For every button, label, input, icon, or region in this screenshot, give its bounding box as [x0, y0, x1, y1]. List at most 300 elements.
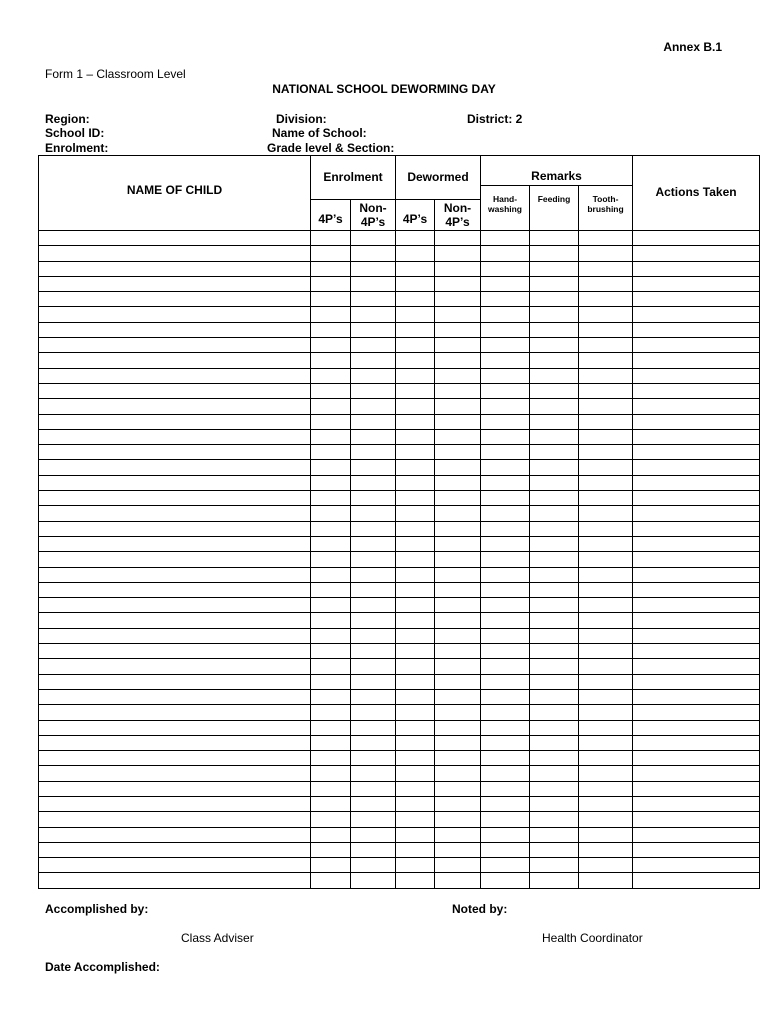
table-cell[interactable]	[530, 368, 579, 383]
table-cell[interactable]	[579, 429, 633, 444]
table-cell[interactable]	[435, 766, 481, 781]
table-cell[interactable]	[435, 674, 481, 689]
table-cell[interactable]	[530, 812, 579, 827]
table-cell[interactable]	[396, 307, 435, 322]
table-cell[interactable]	[311, 276, 351, 291]
table-cell[interactable]	[435, 598, 481, 613]
table-cell[interactable]	[311, 644, 351, 659]
table-cell[interactable]	[351, 598, 396, 613]
table-cell[interactable]	[481, 475, 530, 490]
table-cell[interactable]	[396, 261, 435, 276]
table-cell[interactable]	[633, 796, 760, 811]
table-cell[interactable]	[633, 307, 760, 322]
table-cell[interactable]	[351, 307, 396, 322]
table-cell[interactable]	[633, 261, 760, 276]
table-cell[interactable]	[435, 644, 481, 659]
table-cell[interactable]	[351, 445, 396, 460]
table-cell[interactable]	[633, 445, 760, 460]
table-cell[interactable]	[396, 812, 435, 827]
table-cell[interactable]	[530, 338, 579, 353]
table-cell[interactable]	[435, 751, 481, 766]
table-cell[interactable]	[579, 873, 633, 888]
table-cell[interactable]	[481, 491, 530, 506]
table-cell[interactable]	[435, 353, 481, 368]
table-cell[interactable]	[39, 552, 311, 567]
table-cell[interactable]	[481, 659, 530, 674]
table-cell[interactable]	[351, 567, 396, 582]
table-cell[interactable]	[530, 720, 579, 735]
table-cell[interactable]	[39, 659, 311, 674]
table-cell[interactable]	[481, 705, 530, 720]
table-cell[interactable]	[311, 460, 351, 475]
table-cell[interactable]	[435, 628, 481, 643]
table-cell[interactable]	[39, 766, 311, 781]
table-cell[interactable]	[311, 552, 351, 567]
table-cell[interactable]	[481, 414, 530, 429]
table-cell[interactable]	[579, 368, 633, 383]
table-cell[interactable]	[435, 552, 481, 567]
table-cell[interactable]	[396, 613, 435, 628]
table-cell[interactable]	[579, 414, 633, 429]
table-cell[interactable]	[481, 613, 530, 628]
table-cell[interactable]	[396, 781, 435, 796]
table-cell[interactable]	[633, 613, 760, 628]
table-cell[interactable]	[481, 720, 530, 735]
table-cell[interactable]	[435, 796, 481, 811]
table-cell[interactable]	[435, 659, 481, 674]
table-cell[interactable]	[435, 506, 481, 521]
table-cell[interactable]	[396, 628, 435, 643]
table-cell[interactable]	[39, 491, 311, 506]
table-cell[interactable]	[435, 582, 481, 597]
table-cell[interactable]	[311, 231, 351, 246]
table-cell[interactable]	[396, 567, 435, 582]
table-cell[interactable]	[311, 598, 351, 613]
table-cell[interactable]	[633, 414, 760, 429]
table-cell[interactable]	[633, 628, 760, 643]
table-cell[interactable]	[481, 858, 530, 873]
table-cell[interactable]	[481, 644, 530, 659]
table-cell[interactable]	[435, 812, 481, 827]
table-cell[interactable]	[39, 842, 311, 857]
table-cell[interactable]	[579, 506, 633, 521]
table-cell[interactable]	[633, 353, 760, 368]
table-cell[interactable]	[351, 613, 396, 628]
table-cell[interactable]	[311, 842, 351, 857]
table-cell[interactable]	[311, 796, 351, 811]
table-cell[interactable]	[396, 598, 435, 613]
table-cell[interactable]	[633, 491, 760, 506]
table-cell[interactable]	[435, 475, 481, 490]
table-cell[interactable]	[311, 567, 351, 582]
table-cell[interactable]	[396, 460, 435, 475]
table-cell[interactable]	[396, 338, 435, 353]
table-cell[interactable]	[351, 460, 396, 475]
table-cell[interactable]	[39, 292, 311, 307]
table-cell[interactable]	[311, 613, 351, 628]
table-cell[interactable]	[481, 322, 530, 337]
table-cell[interactable]	[311, 414, 351, 429]
table-cell[interactable]	[481, 276, 530, 291]
table-cell[interactable]	[396, 674, 435, 689]
table-cell[interactable]	[435, 322, 481, 337]
table-cell[interactable]	[435, 689, 481, 704]
table-cell[interactable]	[435, 445, 481, 460]
table-cell[interactable]	[530, 383, 579, 398]
table-cell[interactable]	[435, 368, 481, 383]
table-cell[interactable]	[633, 338, 760, 353]
table-cell[interactable]	[633, 644, 760, 659]
table-cell[interactable]	[435, 858, 481, 873]
table-cell[interactable]	[39, 231, 311, 246]
table-cell[interactable]	[481, 766, 530, 781]
table-cell[interactable]	[579, 292, 633, 307]
table-cell[interactable]	[396, 368, 435, 383]
table-cell[interactable]	[39, 383, 311, 398]
table-cell[interactable]	[351, 552, 396, 567]
table-cell[interactable]	[633, 521, 760, 536]
table-cell[interactable]	[311, 338, 351, 353]
table-cell[interactable]	[481, 567, 530, 582]
table-cell[interactable]	[351, 689, 396, 704]
table-cell[interactable]	[351, 506, 396, 521]
table-cell[interactable]	[396, 491, 435, 506]
table-cell[interactable]	[481, 246, 530, 261]
table-cell[interactable]	[530, 858, 579, 873]
table-cell[interactable]	[435, 705, 481, 720]
table-cell[interactable]	[351, 491, 396, 506]
table-cell[interactable]	[351, 475, 396, 490]
table-cell[interactable]	[579, 231, 633, 246]
table-cell[interactable]	[351, 644, 396, 659]
table-cell[interactable]	[351, 858, 396, 873]
table-cell[interactable]	[579, 766, 633, 781]
table-cell[interactable]	[530, 582, 579, 597]
table-cell[interactable]	[351, 796, 396, 811]
table-cell[interactable]	[530, 399, 579, 414]
table-cell[interactable]	[39, 536, 311, 551]
table-cell[interactable]	[39, 720, 311, 735]
table-cell[interactable]	[579, 613, 633, 628]
table-cell[interactable]	[481, 536, 530, 551]
table-cell[interactable]	[530, 521, 579, 536]
table-cell[interactable]	[481, 231, 530, 246]
table-cell[interactable]	[579, 674, 633, 689]
table-cell[interactable]	[633, 582, 760, 597]
table-cell[interactable]	[39, 414, 311, 429]
table-cell[interactable]	[633, 552, 760, 567]
table-cell[interactable]	[435, 827, 481, 842]
table-cell[interactable]	[396, 414, 435, 429]
table-cell[interactable]	[39, 689, 311, 704]
table-cell[interactable]	[481, 827, 530, 842]
table-cell[interactable]	[311, 720, 351, 735]
table-cell[interactable]	[435, 292, 481, 307]
table-cell[interactable]	[351, 812, 396, 827]
table-cell[interactable]	[396, 506, 435, 521]
table-cell[interactable]	[396, 429, 435, 444]
table-cell[interactable]	[351, 873, 396, 888]
table-cell[interactable]	[396, 582, 435, 597]
table-cell[interactable]	[579, 628, 633, 643]
table-cell[interactable]	[579, 858, 633, 873]
table-cell[interactable]	[396, 659, 435, 674]
table-cell[interactable]	[351, 292, 396, 307]
table-cell[interactable]	[311, 521, 351, 536]
table-cell[interactable]	[39, 307, 311, 322]
table-cell[interactable]	[435, 521, 481, 536]
table-cell[interactable]	[633, 689, 760, 704]
table-cell[interactable]	[530, 705, 579, 720]
table-cell[interactable]	[39, 674, 311, 689]
table-cell[interactable]	[396, 276, 435, 291]
table-cell[interactable]	[530, 873, 579, 888]
table-cell[interactable]	[530, 460, 579, 475]
table-cell[interactable]	[530, 552, 579, 567]
table-cell[interactable]	[579, 536, 633, 551]
table-cell[interactable]	[396, 858, 435, 873]
table-cell[interactable]	[435, 720, 481, 735]
table-cell[interactable]	[39, 644, 311, 659]
table-cell[interactable]	[396, 842, 435, 857]
table-cell[interactable]	[530, 307, 579, 322]
table-cell[interactable]	[633, 460, 760, 475]
table-cell[interactable]	[396, 552, 435, 567]
table-cell[interactable]	[633, 858, 760, 873]
table-cell[interactable]	[633, 567, 760, 582]
table-cell[interactable]	[579, 567, 633, 582]
table-cell[interactable]	[481, 582, 530, 597]
table-cell[interactable]	[579, 735, 633, 750]
table-cell[interactable]	[311, 781, 351, 796]
table-cell[interactable]	[311, 429, 351, 444]
table-cell[interactable]	[579, 460, 633, 475]
table-cell[interactable]	[530, 842, 579, 857]
table-cell[interactable]	[311, 292, 351, 307]
table-cell[interactable]	[481, 383, 530, 398]
table-cell[interactable]	[481, 292, 530, 307]
table-cell[interactable]	[530, 644, 579, 659]
table-cell[interactable]	[351, 536, 396, 551]
table-cell[interactable]	[311, 705, 351, 720]
table-cell[interactable]	[311, 506, 351, 521]
table-cell[interactable]	[435, 231, 481, 246]
table-cell[interactable]	[579, 582, 633, 597]
table-cell[interactable]	[351, 276, 396, 291]
table-cell[interactable]	[633, 399, 760, 414]
table-cell[interactable]	[311, 766, 351, 781]
table-cell[interactable]	[481, 445, 530, 460]
table-cell[interactable]	[435, 383, 481, 398]
table-cell[interactable]	[530, 292, 579, 307]
table-cell[interactable]	[633, 246, 760, 261]
table-cell[interactable]	[311, 873, 351, 888]
table-cell[interactable]	[351, 399, 396, 414]
table-cell[interactable]	[311, 307, 351, 322]
table-cell[interactable]	[39, 261, 311, 276]
table-cell[interactable]	[530, 659, 579, 674]
table-cell[interactable]	[633, 781, 760, 796]
table-cell[interactable]	[351, 429, 396, 444]
table-cell[interactable]	[351, 766, 396, 781]
table-cell[interactable]	[481, 506, 530, 521]
table-cell[interactable]	[530, 429, 579, 444]
table-cell[interactable]	[633, 659, 760, 674]
table-cell[interactable]	[481, 674, 530, 689]
table-cell[interactable]	[481, 689, 530, 704]
table-cell[interactable]	[633, 276, 760, 291]
table-cell[interactable]	[396, 751, 435, 766]
table-cell[interactable]	[311, 582, 351, 597]
table-cell[interactable]	[311, 368, 351, 383]
table-cell[interactable]	[311, 628, 351, 643]
table-cell[interactable]	[633, 536, 760, 551]
table-cell[interactable]	[39, 781, 311, 796]
table-cell[interactable]	[311, 659, 351, 674]
table-cell[interactable]	[396, 705, 435, 720]
table-cell[interactable]	[39, 628, 311, 643]
table-cell[interactable]	[311, 751, 351, 766]
table-cell[interactable]	[351, 246, 396, 261]
table-cell[interactable]	[530, 261, 579, 276]
table-cell[interactable]	[435, 414, 481, 429]
table-cell[interactable]	[435, 460, 481, 475]
table-cell[interactable]	[579, 842, 633, 857]
table-cell[interactable]	[396, 796, 435, 811]
table-cell[interactable]	[351, 628, 396, 643]
table-cell[interactable]	[481, 812, 530, 827]
table-cell[interactable]	[351, 751, 396, 766]
table-cell[interactable]	[311, 261, 351, 276]
table-cell[interactable]	[39, 246, 311, 261]
table-cell[interactable]	[530, 827, 579, 842]
table-cell[interactable]	[633, 873, 760, 888]
table-cell[interactable]	[435, 842, 481, 857]
table-cell[interactable]	[351, 383, 396, 398]
table-cell[interactable]	[530, 628, 579, 643]
table-cell[interactable]	[396, 873, 435, 888]
table-cell[interactable]	[39, 460, 311, 475]
table-cell[interactable]	[633, 475, 760, 490]
table-cell[interactable]	[311, 674, 351, 689]
table-cell[interactable]	[530, 475, 579, 490]
table-cell[interactable]	[311, 735, 351, 750]
table-cell[interactable]	[311, 475, 351, 490]
table-cell[interactable]	[530, 276, 579, 291]
table-cell[interactable]	[579, 276, 633, 291]
table-cell[interactable]	[435, 567, 481, 582]
table-cell[interactable]	[633, 368, 760, 383]
table-cell[interactable]	[396, 475, 435, 490]
table-cell[interactable]	[311, 689, 351, 704]
table-cell[interactable]	[481, 628, 530, 643]
table-cell[interactable]	[39, 399, 311, 414]
table-cell[interactable]	[39, 353, 311, 368]
table-cell[interactable]	[579, 705, 633, 720]
table-cell[interactable]	[481, 842, 530, 857]
table-cell[interactable]	[530, 414, 579, 429]
table-cell[interactable]	[579, 475, 633, 490]
table-cell[interactable]	[530, 491, 579, 506]
table-cell[interactable]	[530, 613, 579, 628]
table-cell[interactable]	[530, 781, 579, 796]
table-cell[interactable]	[579, 720, 633, 735]
table-cell[interactable]	[311, 827, 351, 842]
table-cell[interactable]	[579, 261, 633, 276]
table-cell[interactable]	[351, 720, 396, 735]
table-cell[interactable]	[579, 353, 633, 368]
table-cell[interactable]	[481, 735, 530, 750]
table-cell[interactable]	[481, 307, 530, 322]
table-cell[interactable]	[579, 796, 633, 811]
table-cell[interactable]	[579, 307, 633, 322]
table-cell[interactable]	[530, 766, 579, 781]
table-cell[interactable]	[351, 827, 396, 842]
table-cell[interactable]	[396, 536, 435, 551]
table-cell[interactable]	[396, 399, 435, 414]
table-cell[interactable]	[579, 491, 633, 506]
table-cell[interactable]	[39, 567, 311, 582]
table-cell[interactable]	[311, 536, 351, 551]
table-cell[interactable]	[39, 338, 311, 353]
table-cell[interactable]	[351, 261, 396, 276]
table-cell[interactable]	[396, 521, 435, 536]
table-cell[interactable]	[311, 399, 351, 414]
table-cell[interactable]	[633, 598, 760, 613]
table-cell[interactable]	[39, 322, 311, 337]
table-cell[interactable]	[435, 735, 481, 750]
table-cell[interactable]	[579, 322, 633, 337]
table-cell[interactable]	[396, 689, 435, 704]
table-cell[interactable]	[351, 659, 396, 674]
table-cell[interactable]	[633, 429, 760, 444]
table-cell[interactable]	[396, 292, 435, 307]
table-cell[interactable]	[435, 536, 481, 551]
table-cell[interactable]	[530, 567, 579, 582]
table-cell[interactable]	[351, 735, 396, 750]
table-cell[interactable]	[39, 276, 311, 291]
table-cell[interactable]	[311, 812, 351, 827]
table-cell[interactable]	[579, 383, 633, 398]
table-cell[interactable]	[633, 674, 760, 689]
table-cell[interactable]	[351, 368, 396, 383]
table-cell[interactable]	[39, 582, 311, 597]
table-cell[interactable]	[435, 491, 481, 506]
table-cell[interactable]	[39, 598, 311, 613]
table-cell[interactable]	[530, 246, 579, 261]
table-cell[interactable]	[579, 552, 633, 567]
table-cell[interactable]	[633, 231, 760, 246]
table-cell[interactable]	[39, 812, 311, 827]
table-cell[interactable]	[396, 383, 435, 398]
table-cell[interactable]	[311, 858, 351, 873]
table-cell[interactable]	[633, 506, 760, 521]
table-cell[interactable]	[39, 506, 311, 521]
table-cell[interactable]	[351, 781, 396, 796]
table-cell[interactable]	[351, 353, 396, 368]
table-cell[interactable]	[396, 246, 435, 261]
table-cell[interactable]	[351, 705, 396, 720]
table-cell[interactable]	[579, 521, 633, 536]
table-cell[interactable]	[481, 796, 530, 811]
table-cell[interactable]	[39, 521, 311, 536]
table-cell[interactable]	[481, 353, 530, 368]
table-cell[interactable]	[530, 674, 579, 689]
table-cell[interactable]	[311, 445, 351, 460]
table-cell[interactable]	[311, 383, 351, 398]
table-cell[interactable]	[579, 338, 633, 353]
table-cell[interactable]	[396, 445, 435, 460]
